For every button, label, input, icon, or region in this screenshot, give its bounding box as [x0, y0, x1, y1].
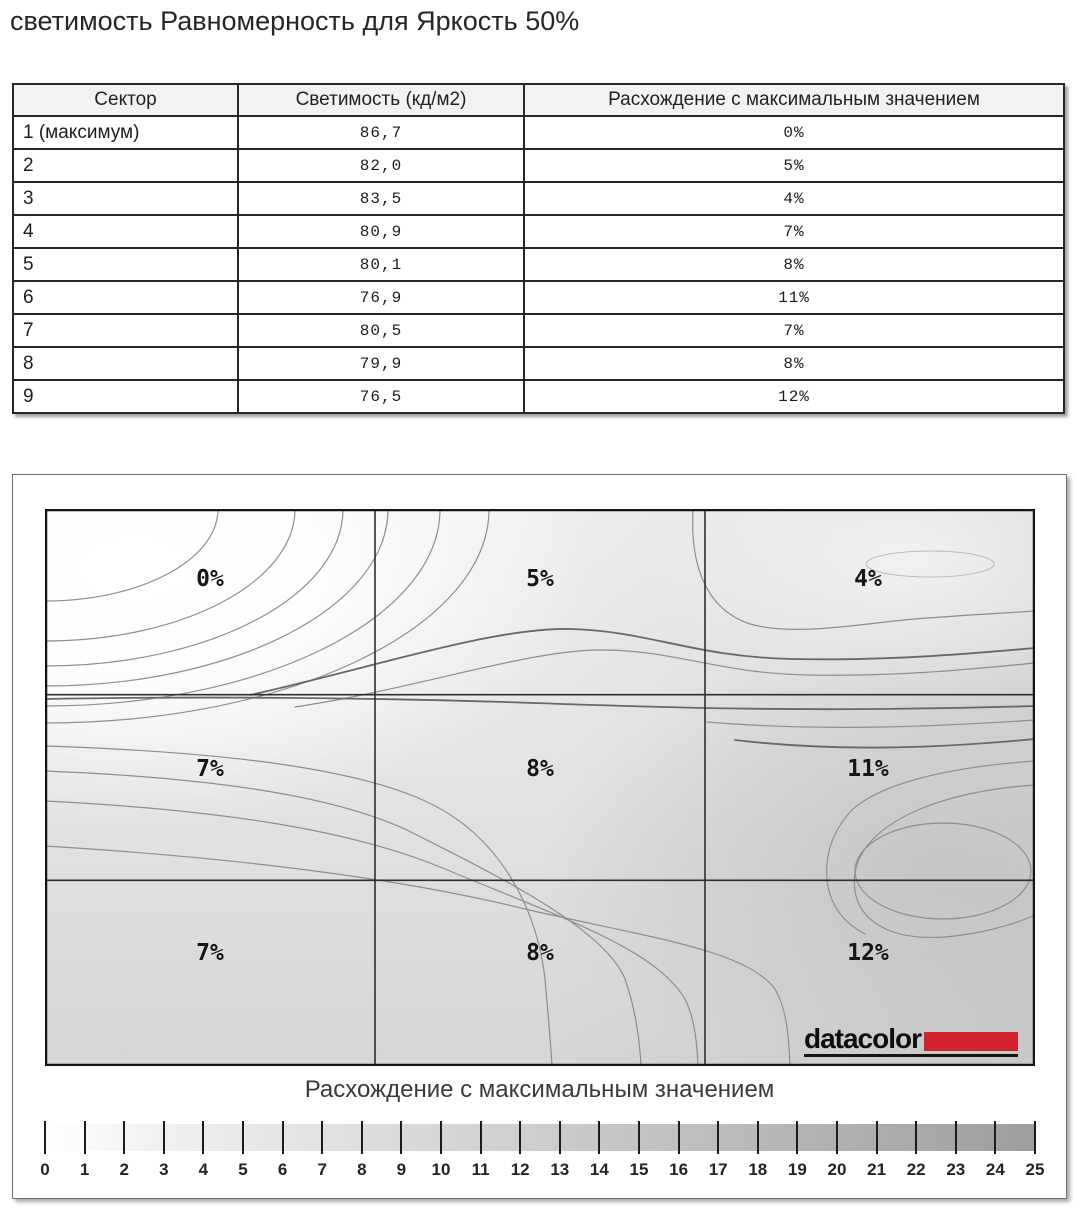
colorbar-tick-label: 8: [357, 1160, 367, 1179]
luminance-cell: 82,0: [238, 149, 524, 182]
deviation-cell: 8%: [524, 347, 1064, 380]
sector-label-7: 7%: [196, 940, 224, 966]
sector-cell: 7: [13, 314, 238, 347]
luminance-cell: 80,1: [238, 248, 524, 281]
colorbar-tick: [757, 1121, 759, 1154]
sector-label-3: 4%: [854, 566, 882, 592]
colorbar-tick-label: 7: [317, 1160, 327, 1179]
colorbar-tick: [202, 1121, 204, 1154]
colorbar-tick: [44, 1121, 46, 1154]
luminance-cell: 83,5: [238, 182, 524, 215]
deviation-cell: 8%: [524, 248, 1064, 281]
colorbar-tick-label: 17: [708, 1160, 728, 1179]
colorbar-tick: [876, 1121, 878, 1154]
colorbar-tick: [519, 1121, 521, 1154]
table-row: [13, 380, 1064, 413]
colorbar-tick-label: 0: [40, 1160, 50, 1179]
colorbar-tick: [480, 1121, 482, 1154]
table-row: [13, 182, 1064, 215]
colorbar-tick: [955, 1121, 957, 1154]
table-row: [13, 215, 1064, 248]
page-title: светимость Равномерность для Яркость 50%: [10, 6, 580, 36]
colorbar-tick-label: 11: [471, 1160, 490, 1179]
colorbar-tick-label: 22: [906, 1160, 926, 1179]
contour-map-canvas: [45, 509, 1035, 1066]
sector-cell: 9: [13, 380, 238, 413]
uniformity-table: [12, 83, 1065, 414]
colorbar-tick: [559, 1121, 561, 1154]
sector-label-9: 12%: [847, 940, 889, 966]
colorbar-tick-label: 18: [748, 1160, 768, 1179]
contour-map: [45, 509, 1035, 1066]
colorbar-tick: [915, 1121, 917, 1154]
colorbar-tick-label: 24: [985, 1160, 1005, 1179]
column-header-deviation: Расхождение с максимальным значением: [524, 84, 1064, 116]
deviation-cell: 11%: [524, 281, 1064, 314]
colorbar-tick-label: 4: [198, 1160, 209, 1179]
colorbar-tick: [1034, 1121, 1036, 1154]
deviation-cell: 5%: [524, 149, 1064, 182]
table-row: [13, 116, 1064, 149]
colorbar-tick-label: 19: [787, 1160, 807, 1179]
colorbar-tick: [796, 1121, 798, 1154]
table-row: [13, 314, 1064, 347]
colorbar-tick-label: 2: [119, 1160, 129, 1179]
colorbar-tick-label: 23: [946, 1160, 966, 1179]
table-row: [13, 248, 1064, 281]
colorbar-tick: [84, 1121, 86, 1154]
colorbar-tick-label: 5: [238, 1160, 248, 1179]
colorbar-tick: [994, 1121, 996, 1154]
colorbar-tick: [400, 1121, 402, 1154]
colorbar-tick-label: 12: [510, 1160, 530, 1179]
sector-cell: 1 (максимум): [13, 116, 238, 149]
colorbar-tick: [717, 1121, 719, 1154]
sector-cell: 4: [13, 215, 238, 248]
datacolor-logo-text: datacolor: [803, 1023, 921, 1055]
colorbar: [40, 1119, 1045, 1185]
deviation-cell: 4%: [524, 182, 1064, 215]
table-row: [13, 281, 1064, 314]
deviation-cell: 0%: [524, 116, 1064, 149]
colorbar-tick: [242, 1121, 244, 1154]
colorbar-title: Расхождение с максимальным значением: [304, 1076, 775, 1103]
colorbar-tick-label: 14: [589, 1160, 609, 1179]
colorbar-tick: [638, 1121, 640, 1154]
sector-label-5: 8%: [526, 756, 554, 782]
colorbar-tick-label: 25: [1025, 1160, 1045, 1179]
colorbar-tick-label: 15: [629, 1160, 649, 1179]
sector-cell: 2: [13, 149, 238, 182]
colorbar-tick: [282, 1121, 284, 1154]
colorbar-tick: [678, 1121, 680, 1154]
deviation-cell: 7%: [524, 314, 1064, 347]
colorbar-tick: [321, 1121, 323, 1154]
colorbar-tick: [598, 1121, 600, 1154]
luminance-cell: 76,5: [238, 380, 524, 413]
deviation-cell: 7%: [524, 215, 1064, 248]
colorbar-tick: [163, 1121, 165, 1154]
sector-label-4: 7%: [196, 756, 224, 782]
table-row: [13, 347, 1064, 380]
colorbar-tick-label: 1: [79, 1160, 90, 1179]
table-header-row: [13, 84, 1064, 116]
colorbar-tick-label: 21: [867, 1160, 887, 1179]
luminance-cell: 80,9: [238, 215, 524, 248]
column-header-sector: Сектор: [13, 84, 238, 116]
sector-cell: 6: [13, 281, 238, 314]
sector-cell: 8: [13, 347, 238, 380]
colorbar-tick-label: 10: [431, 1160, 451, 1179]
colorbar-tick-label: 13: [550, 1160, 570, 1179]
sector-label-8: 8%: [526, 940, 554, 966]
sector-label-2: 5%: [526, 566, 554, 592]
colorbar-tick-label: 6: [277, 1160, 288, 1179]
colorbar-gradient: [45, 1124, 1035, 1151]
table-row: [13, 149, 1064, 182]
luminance-cell: 86,7: [238, 116, 524, 149]
luminance-cell: 79,9: [238, 347, 524, 380]
colorbar-tick-label: 16: [669, 1160, 689, 1179]
sector-label-1: 0%: [196, 566, 224, 592]
colorbar-tick-label: 20: [827, 1160, 847, 1179]
colorbar-tick: [836, 1121, 838, 1154]
deviation-cell: 12%: [524, 380, 1064, 413]
uniformity-figure: [12, 474, 1067, 1199]
colorbar-tick-label: 9: [396, 1160, 407, 1179]
datacolor-logo: [803, 1023, 1018, 1057]
luminance-cell: 80,5: [238, 314, 524, 347]
colorbar-tick: [440, 1121, 442, 1154]
colorbar-tick: [361, 1121, 363, 1154]
sector-cell: 5: [13, 248, 238, 281]
column-header-luminance: Светимость (кд/м2): [238, 84, 524, 116]
luminance-cell: 76,9: [238, 281, 524, 314]
sector-label-6: 11%: [847, 756, 889, 782]
datacolor-logo-red-bar: [924, 1032, 1018, 1051]
colorbar-tick-label: 3: [159, 1160, 169, 1179]
sector-cell: 3: [13, 182, 238, 215]
colorbar-tick: [123, 1121, 125, 1154]
